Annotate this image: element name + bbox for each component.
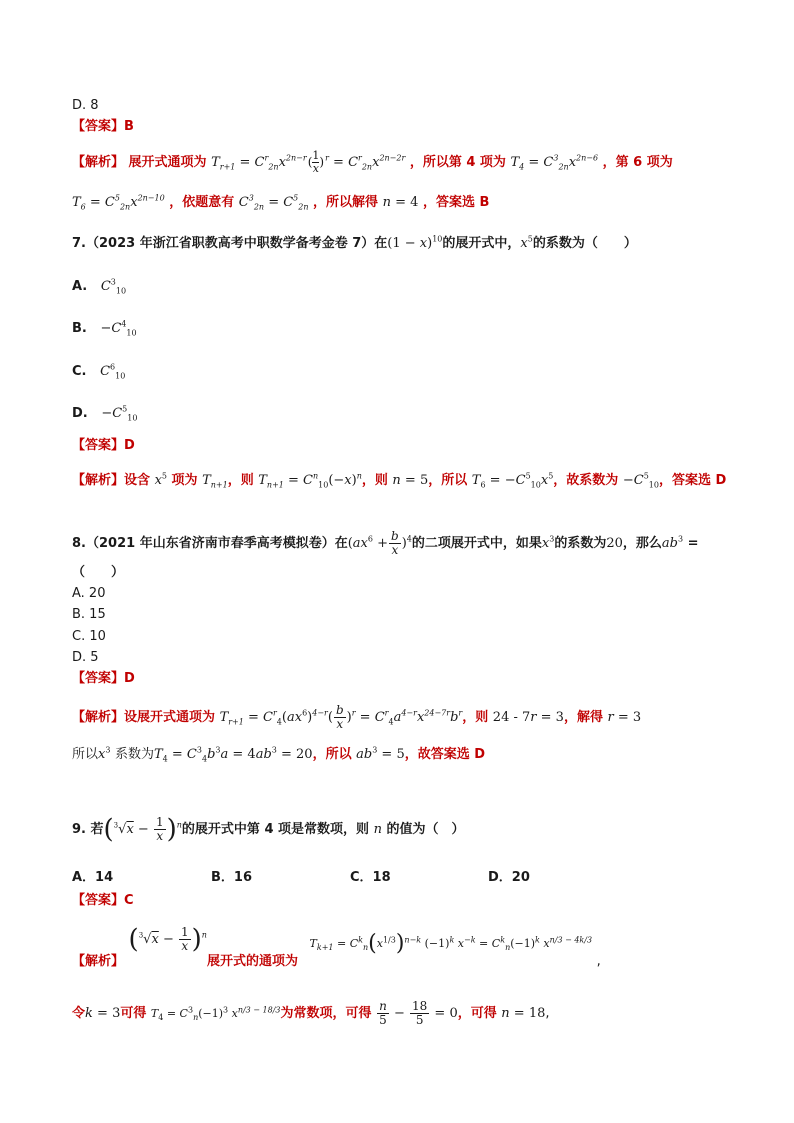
analysis-text: 可得 [120, 1006, 147, 1021]
comma: , [596, 954, 601, 969]
formula-coef: $-C^5_{10}$ [622, 471, 659, 490]
question-text: ，那么 [622, 536, 662, 551]
question-text: 的展开式中， [442, 236, 521, 251]
answer-q9 [72, 892, 134, 910]
analysis-q8-line1 [72, 704, 641, 731]
option-7b [72, 320, 137, 338]
analysis-q7 [72, 472, 726, 490]
analysis-text: ，故系数为 [553, 473, 619, 488]
analysis-text: ，所以解得 [313, 195, 379, 210]
formula-ab3: $ab^3$ [661, 534, 684, 551]
option-8b: B. 15 [72, 607, 106, 622]
formula-eq: $\frac{n}{5}$ − $\frac{18}{5}$ = 0 [379, 999, 458, 1027]
analysis-text: ，依题意有 [169, 195, 235, 210]
formula-tn1-expand: $T_{n+1} = C^n_{10}(-x)^n$ [258, 471, 362, 490]
answer-value: C [124, 893, 134, 908]
question-text: 的系数为（ ） [532, 236, 637, 251]
analysis-tag: 【解析】 [72, 473, 125, 488]
analysis-text: 为常数项，可得 [280, 1006, 372, 1021]
question-text: 8.（2021 年山东省济南市春季高考模拟卷）在 [72, 536, 348, 551]
analysis-text: ，可得 [457, 1006, 497, 1021]
formula-k3: k = 3 [85, 1006, 121, 1021]
formula-n4: n = 4 [382, 195, 419, 210]
answer-tag: 【答案】 [72, 893, 125, 908]
analysis-q9-line1 [72, 924, 601, 974]
analysis-text: ，答案选 B [422, 195, 490, 210]
analysis-text: 设含 [124, 473, 151, 488]
question-text: = [687, 536, 699, 551]
option-8d: D. 5 [72, 650, 99, 665]
analysis-text: ，则 [361, 473, 388, 488]
answer-tag: 【答案】 [72, 119, 125, 134]
answer-tag: 【答案】 [72, 438, 125, 453]
analysis-text: ，所以 [312, 747, 352, 762]
answer-q7 [72, 437, 135, 455]
formula-binomial: $(1 - x)^{10}$ [387, 234, 443, 251]
answer-value: B [124, 119, 134, 134]
answer-value: D [124, 671, 135, 686]
option-9b: B．16 [211, 870, 252, 885]
formula-t6: $T_6 = -C^5_{10}x^5$ [471, 471, 554, 490]
analysis-text: 项为 [171, 473, 198, 488]
analysis-text: 令 [72, 1006, 86, 1021]
analysis-q6-line1 [72, 150, 673, 175]
option-formula: $C^3_{10}$ [100, 277, 127, 296]
formula-x3: $x^3$ [541, 534, 555, 551]
option-label: D. [72, 406, 88, 421]
analysis-text: 设展开式通项为 [124, 710, 216, 725]
question-text: 9. 若 [72, 822, 104, 837]
analysis-text: ，故答案选 D [404, 747, 486, 762]
option-7d [72, 405, 137, 423]
formula-tn1: $T_{n+1}$ [202, 473, 228, 490]
formula-binomial: ($^3$√x − $\frac{1}{x}$ )$^n$ [128, 924, 207, 955]
analysis-q6-line2 [72, 194, 489, 212]
formula-r3: r = 3 [607, 710, 642, 725]
formula-binomial: ($ax^6$ + $\frac{b}{x}$ )$^4$ [347, 529, 412, 557]
option-7a [72, 278, 126, 296]
option-8a: A. 20 [72, 586, 106, 601]
question-8-blank: （ ） [72, 565, 125, 580]
analysis-text: ，则 [462, 710, 489, 725]
answer-value: D [124, 438, 135, 453]
analysis-text: 展开式的通项为 [206, 954, 298, 969]
formula-equal-binom: $C^3_{2n} = C^5_{2n}$ [238, 193, 309, 212]
answer-q6 [72, 118, 134, 136]
analysis-text: ，解得 [563, 710, 603, 725]
analysis-text: ，第 6 项为 [602, 155, 673, 170]
question-text: 的展开式中第 4 项是常数项，则 [181, 822, 370, 837]
comma: , [545, 1006, 550, 1021]
formula-n5: n = 5 [392, 473, 429, 488]
question-text: 的系数为 [554, 536, 607, 551]
formula-general-term: $T_{r+1} = C^r_{2n}x^{2n-r}$( $\frac{1}{x}$ )$^r = C^r_{2n}x^{2n-2r}$ [211, 149, 406, 175]
option-formula: $-C^5_{10}$ [101, 404, 138, 423]
analysis-text: ，所以第 4 项为 [409, 155, 506, 170]
analysis-tag: 【解析】 [72, 710, 125, 725]
option-formula: $C^6_{10}$ [100, 362, 126, 381]
option-9a: A．14 [72, 870, 114, 885]
formula-x3: $x^3$ [98, 745, 111, 762]
analysis-text: 系数为 [114, 747, 154, 762]
formula-binomial: ($^3$√x − $\frac{1}{x}$ )$^n$ [103, 814, 182, 845]
option-8c: C. 10 [72, 629, 106, 644]
question-8 [72, 530, 699, 557]
formula-t6: $T_6 = C^5_{2n}x^{2n-10}$ [72, 193, 165, 212]
option-9d: D．20 [488, 870, 530, 885]
option-label: B. [72, 321, 87, 336]
answer-tag: 【答案】 [72, 671, 125, 686]
analysis-text: ，则 [227, 473, 254, 488]
formula-n18: n = 18 [501, 1006, 546, 1021]
analysis-text: 所以 [72, 747, 99, 762]
analysis-q8-line2 [72, 746, 485, 764]
analysis-q9-line2 [72, 1000, 550, 1027]
analysis-text: ，所以 [428, 473, 468, 488]
formula-t4: $T_4 = C^3_4b^3a = 4ab^3 = 20$ [154, 745, 313, 764]
option-d-8: D. 8 [72, 98, 99, 113]
analysis-text: 展开式通项为 [128, 155, 207, 170]
option-formula: $-C^4_{10}$ [100, 319, 137, 338]
option-label: A. [72, 279, 88, 294]
option-label: C. [72, 364, 87, 379]
formula-eq: 24 - 7r = 3 [492, 710, 564, 725]
formula-general-term: $T_{r+1} = C^r_4(ax^6)^{4-r}$( $\frac{b}{x}$ )$^r = C^r_4a^{4-r}x^{24-7r}b^r$ [219, 703, 463, 731]
question-text: 的值为（ ） [386, 822, 465, 837]
answer-q8 [72, 670, 135, 688]
formula-ab3-5: $ab^3 = 5$ [356, 745, 405, 762]
question-text: 的二项展开式中，如果 [411, 536, 542, 551]
formula-x5: $x^5$ [520, 234, 533, 251]
analysis-tag: 【解析】 [72, 954, 125, 969]
analysis-text: ，答案选 D [658, 473, 727, 488]
analysis-tag: 【解析】 [72, 155, 125, 170]
formula-t4: $T_4 = C^3_{2n}x^{2n-6}$ [510, 153, 599, 172]
option-9c: C．18 [350, 870, 391, 885]
question-9 [72, 816, 464, 843]
formula-x5: $x^5$ [154, 471, 167, 488]
question-7 [72, 235, 637, 253]
question-text: 7.（2023 年浙江省职教高考中职数学备考金卷 7）在 [72, 236, 388, 251]
value-20: 20 [606, 536, 623, 551]
option-7c [72, 363, 125, 381]
formula-n: n [373, 822, 382, 837]
formula-t4: $T_4 = C^3_n(-1)^3$ $x^{n/3 - 18/3}$ [150, 1005, 281, 1023]
formula-general-term: Tk+1 = Ckn(x1/3)n−k (−1)k x−k = Ckn(−1)k xn/3 − 4k/3 [302, 931, 593, 956]
